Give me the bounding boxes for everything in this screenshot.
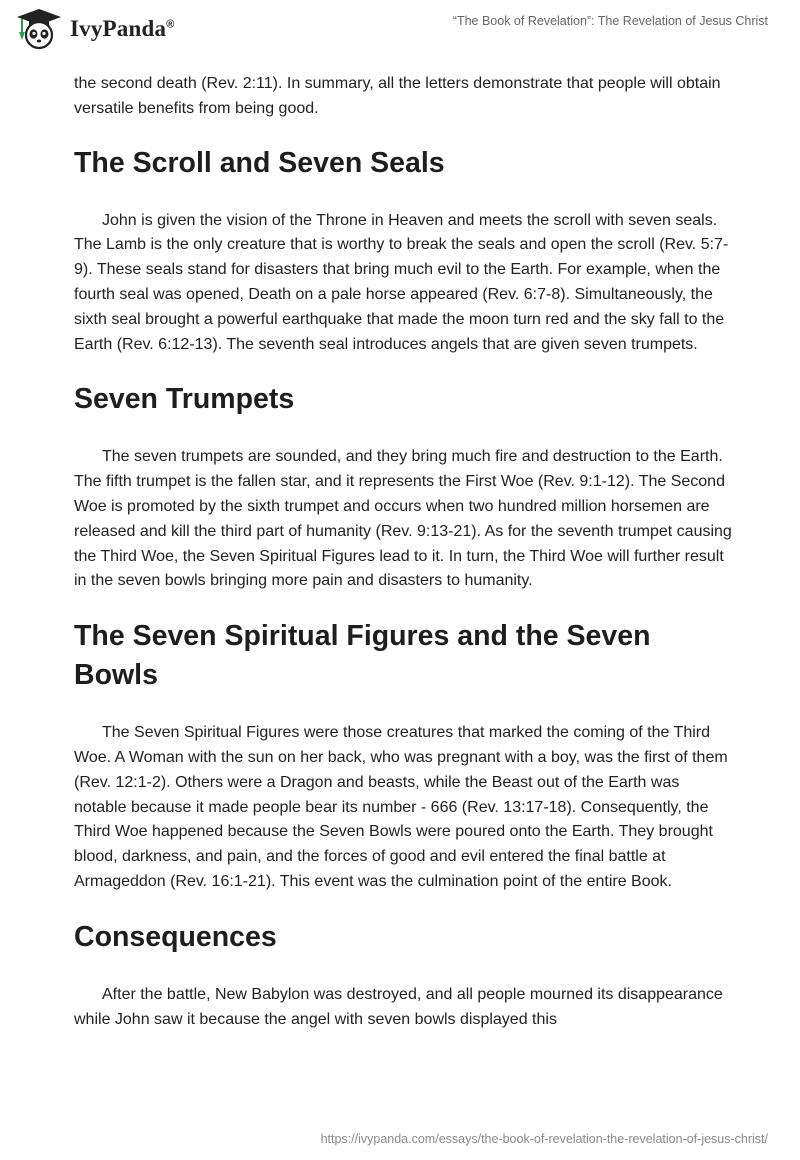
- essay-body: [74, 70, 734, 1032]
- source-url-link[interactable]: https://ivypanda.com/essays/the-book-of-revelation-the-revelation-of-jesus-christ/: [320, 1132, 768, 1146]
- section-paragraph-scroll-seals: John is given the vision of the Throne in Heaven and meets the scroll with seven seals. The Lamb is the only creature that is worthy to break the seals and open the scroll (Rev. 5:7-9). These seals stand for disasters that bring much evil to the Earth. For example, when the fourth seal was opened, Death on a pale horse appeared (Rev. 6:7-8). Simultaneously, the sixth seal brought a powerful earthquake that made the moon turn red and the sky fall to the Earth (Rev. 6:12-13). The seventh seal introduces angels that are given seven trumpets.: [74, 211, 729, 353]
- ivypanda-logo[interactable]: [14, 8, 175, 50]
- section-heading-seven-trumpets: Seven Trumpets: [74, 383, 295, 416]
- page-header: [0, 0, 800, 70]
- section-paragraph-spiritual-figures-bowls: The Seven Spiritual Figures were those creatures that marked the coming of the Third Woe. A Woman with the sun on her back, who was pregnant with a boy, was the first of them (Rev. 12:1-2). Others were a Dragon and beasts, while the Beast out of the Earth was notable because it made people bear its number - 666 (Rev. 13:17-18). Consequently, the Third Woe happened because the Seven Bowls were poured onto the Earth. They brought blood, darkness, and pain, and the forces of good and evil entered the final battle at Armageddon (Rev. 16:1-21). This event was the culmination point of the entire Book.: [74, 724, 728, 890]
- panda-graduate-icon: [14, 8, 64, 50]
- section-heading-consequences: Consequences: [74, 920, 277, 953]
- lead-paragraph: the second death (Rev. 2:11). In summary, all the letters demonstrate that people will obtain versatile benefits from being good.: [74, 75, 721, 117]
- brand-name: IvyPanda®: [70, 16, 175, 41]
- section-paragraph-seven-trumpets: The seven trumpets are sounded, and they bring much fire and destruction to the Earth. The fifth trumpet is the fallen star, and it represents the First Woe (Rev. 9:1-12). The Second Woe is promoted by the sixth trumpet and occurs when two hundred million horsemen are released and kill the third part of humanity (Rev. 9:13-21). As for the seventh trumpet causing the Third Woe, the Seven Spiritual Figures lead to it. In turn, the Third Woe will further result in the seven bowls bringing more pain and disasters to humanity.: [74, 448, 732, 590]
- section-heading-scroll-seals: The Scroll and Seven Seals: [74, 146, 445, 179]
- section-paragraph-consequences: After the battle, New Babylon was destroyed, and all people mourned its disappearance while John saw it because the angel with seven bowls displayed this: [74, 985, 723, 1028]
- section-heading-spiritual-figures-bowls: The Seven Spiritual Figures and the Seven Bowls: [74, 620, 651, 692]
- document-title: “The Book of Revelation”: The Revelation of Jesus Christ: [452, 14, 768, 28]
